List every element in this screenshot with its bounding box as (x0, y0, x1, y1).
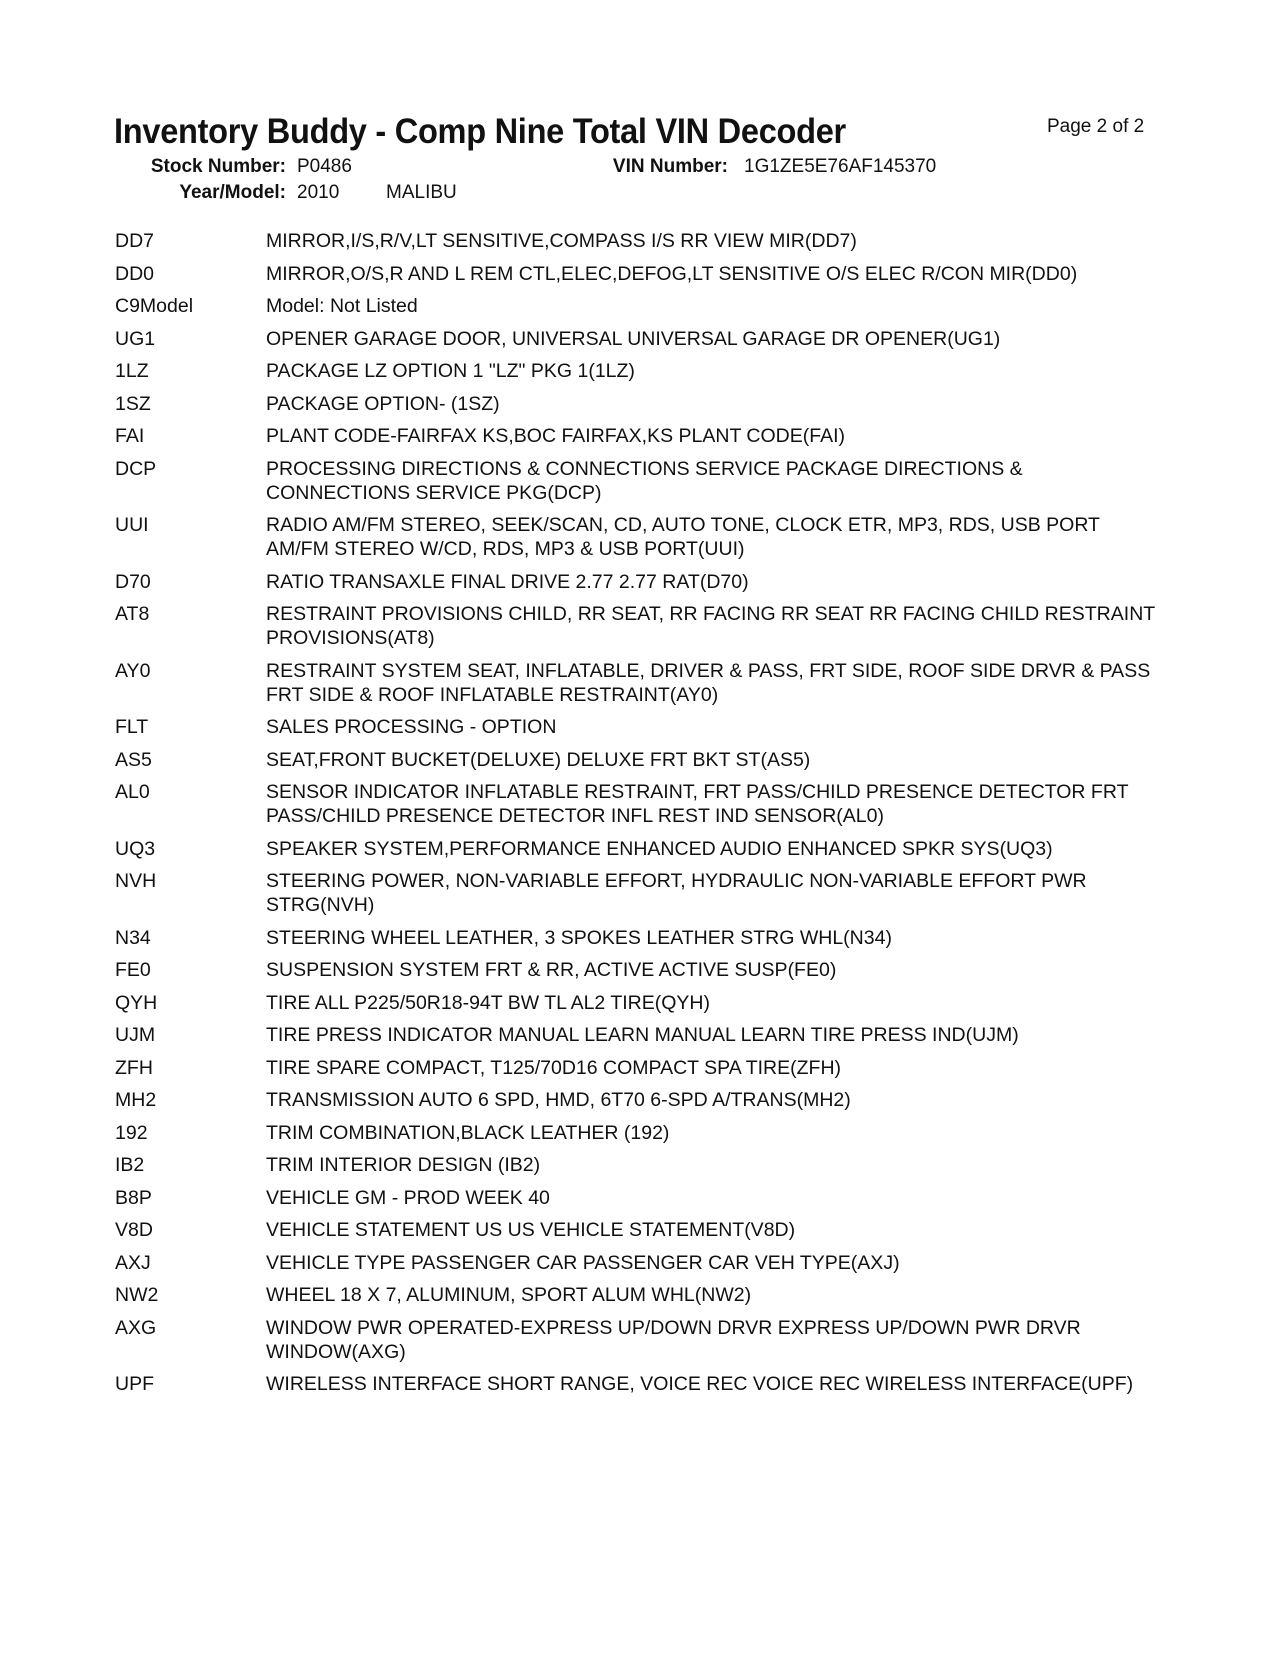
model-value: MALIBU (386, 182, 457, 203)
option-code: C9Model (115, 295, 194, 317)
option-row (115, 602, 1165, 650)
option-description: TIRE SPARE COMPACT, T125/70D16 COMPACT SPA TIRE(ZFH) (266, 1056, 842, 1079)
option-description: VEHICLE TYPE PASSENGER CAR PASSENGER CAR VEH TYPE(AXJ) (266, 1251, 900, 1274)
option-description: SUSPENSION SYSTEM FRT & RR, ACTIVE ACTIVE SUSP(FE0) (266, 959, 837, 981)
option-code: UJM (115, 1024, 156, 1046)
option-code: 192 (115, 1121, 148, 1144)
option-code: DD7 (115, 230, 155, 252)
option-row (115, 570, 1165, 594)
option-description: RESTRAINT PROVISIONS CHILD, RR SEAT, RR FACING RR SEAT RR FACING CHILD RESTRAINT PROVISIONS(AT8) (266, 603, 1155, 649)
option-code: DCP (115, 457, 157, 480)
option-description: TRIM INTERIOR DESIGN (IB2) (266, 1154, 541, 1176)
option-code: 1LZ (115, 360, 149, 382)
option-row (115, 1153, 1165, 1177)
option-row (115, 457, 1165, 505)
option-description: WHEEL 18 X 7, ALUMINUM, SPORT ALUM WHL(NW2) (266, 1284, 752, 1306)
option-row (115, 869, 1165, 917)
option-row (115, 837, 1165, 861)
option-code: AL0 (115, 781, 150, 803)
option-description: SALES PROCESSING - OPTION (266, 716, 557, 738)
option-row (115, 1283, 1165, 1307)
option-row (115, 715, 1165, 739)
option-description: TIRE PRESS INDICATOR MANUAL LEARN MANUAL LEARN TIRE PRESS IND(UJM) (266, 1024, 1019, 1046)
year-value: 2010 (297, 182, 340, 203)
option-code: D70 (115, 570, 151, 593)
option-description: TRANSMISSION AUTO 6 SPD, HMD, 6T70 6-SPD A/TRANS(MH2) (266, 1089, 851, 1111)
option-code: AXJ (115, 1251, 151, 1274)
vin-number-value: 1G1ZE5E76AF145370 (744, 156, 937, 177)
option-description: VEHICLE GM - PROD WEEK 40 (266, 1186, 550, 1209)
option-code: AT8 (115, 603, 150, 625)
option-row (115, 780, 1165, 828)
option-code: IB2 (115, 1154, 145, 1176)
option-code: AXG (115, 1316, 157, 1339)
option-description: TRIM COMBINATION,BLACK LEATHER (192) (266, 1121, 670, 1144)
option-description: MIRROR,I/S,R/V,LT SENSITIVE,COMPASS I/S RR VIEW MIR(DD7) (266, 230, 857, 252)
option-row (115, 392, 1165, 416)
option-description: VEHICLE STATEMENT US US VEHICLE STATEMENT(V8D) (266, 1219, 796, 1241)
option-code: FLT (115, 716, 149, 738)
option-description: SPEAKER SYSTEM,PERFORMANCE ENHANCED AUDIO ENHANCED SPKR SYS(UQ3) (266, 837, 1053, 860)
option-description: RATIO TRANSAXLE FINAL DRIVE 2.77 2.77 RAT(D70) (266, 570, 749, 593)
option-row (115, 926, 1165, 950)
option-description: RESTRAINT SYSTEM SEAT, INFLATABLE, DRIVER & PASS, FRT SIDE, ROOF SIDE DRVR & PASS FRT SIDE & ROOF INFLATABLE RESTRAINT(AY0) (266, 659, 1151, 706)
option-row (115, 1186, 1165, 1210)
option-code: AY0 (115, 659, 151, 682)
option-description: MIRROR,O/S,R AND L REM CTL,ELEC,DEFOG,LT SENSITIVE O/S ELEC R/CON MIR(DD0) (266, 262, 1078, 285)
option-description: STEERING POWER, NON-VARIABLE EFFORT, HYDRAULIC NON-VARIABLE EFFORT PWR STRG(NVH) (266, 870, 1087, 916)
option-row (115, 1023, 1165, 1047)
option-code: V8D (115, 1219, 153, 1241)
option-row (115, 1316, 1165, 1364)
option-code: NVH (115, 870, 157, 892)
option-code: NW2 (115, 1284, 159, 1306)
option-row (115, 659, 1165, 707)
option-row (115, 1121, 1165, 1145)
option-row (115, 1218, 1165, 1242)
option-row (115, 1372, 1165, 1396)
stock-number-value: P0486 (297, 156, 352, 177)
option-row (115, 359, 1165, 383)
option-description: RADIO AM/FM STEREO, SEEK/SCAN, CD, AUTO TONE, CLOCK ETR, MP3, RDS, USB PORT AM/FM STEREO W/CD, RDS, MP3 & USB PORT(UUI) (266, 514, 1100, 560)
option-description: SEAT,FRONT BUCKET(DELUXE) DELUXE FRT BKT ST(AS5) (266, 748, 811, 771)
year-model-label: Year/Model: (179, 182, 286, 203)
option-description: OPENER GARAGE DOOR, UNIVERSAL UNIVERSAL GARAGE DR OPENER(UG1) (266, 327, 1001, 350)
option-row (115, 1088, 1165, 1112)
option-description: PROCESSING DIRECTIONS & CONNECTIONS SERVICE PACKAGE DIRECTIONS & CONNECTIONS SERVICE PKG(DCP) (266, 457, 1023, 504)
option-row (115, 327, 1165, 351)
option-row (115, 513, 1165, 561)
option-code: 1SZ (115, 392, 151, 415)
option-row (115, 1056, 1165, 1080)
option-code: ZFH (115, 1056, 153, 1079)
option-code: MH2 (115, 1089, 157, 1111)
option-code: DD0 (115, 262, 155, 285)
stock-number-label: Stock Number: (150, 156, 286, 177)
document-title: Inventory Buddy - Comp Nine Total VIN Decoder (114, 112, 846, 151)
option-description: Model: Not Listed (266, 295, 418, 317)
option-row (115, 1251, 1165, 1275)
option-row (115, 958, 1165, 982)
option-description: STEERING WHEEL LEATHER, 3 SPOKES LEATHER STRG WHL(N34) (266, 926, 892, 949)
option-description: SENSOR INDICATOR INFLATABLE RESTRAINT, FRT PASS/CHILD PRESENCE DETECTOR FRT PASS/CHILD PRESENCE DETECTOR INFL REST IND SENSOR(AL0) (266, 781, 1129, 827)
option-row (115, 991, 1165, 1015)
vin-number-label: VIN Number: (612, 156, 728, 177)
option-description: WIRELESS INTERFACE SHORT RANGE, VOICE REC VOICE REC WIRELESS INTERFACE(UPF) (266, 1373, 1134, 1395)
option-description: PACKAGE OPTION- (1SZ) (266, 392, 500, 415)
option-row (115, 424, 1165, 448)
option-row (115, 229, 1165, 253)
option-description: TIRE ALL P225/50R18-94T BW TL AL2 TIRE(QYH) (266, 991, 711, 1014)
option-row (115, 262, 1165, 286)
option-code: UG1 (115, 327, 156, 350)
option-code: UQ3 (115, 837, 156, 860)
option-code: QYH (115, 991, 158, 1014)
option-description: WINDOW PWR OPERATED-EXPRESS UP/DOWN DRVR EXPRESS UP/DOWN PWR DRVR WINDOW(AXG) (266, 1316, 1081, 1363)
option-code: FAI (115, 425, 145, 447)
option-description: PLANT CODE-FAIRFAX KS,BOC FAIRFAX,KS PLANT CODE(FAI) (266, 425, 846, 447)
option-code: B8P (115, 1186, 152, 1209)
option-code-list (115, 229, 1165, 1405)
option-row (115, 748, 1165, 772)
option-row (115, 294, 1165, 318)
option-code: N34 (115, 926, 151, 949)
option-description: PACKAGE LZ OPTION 1 "LZ" PKG 1(1LZ) (266, 360, 635, 382)
page-number: Page 2 of 2 (1047, 116, 1145, 137)
option-code: AS5 (115, 748, 152, 771)
option-code: FE0 (115, 959, 151, 981)
option-code: UUI (115, 514, 149, 536)
option-code: UPF (115, 1373, 154, 1395)
